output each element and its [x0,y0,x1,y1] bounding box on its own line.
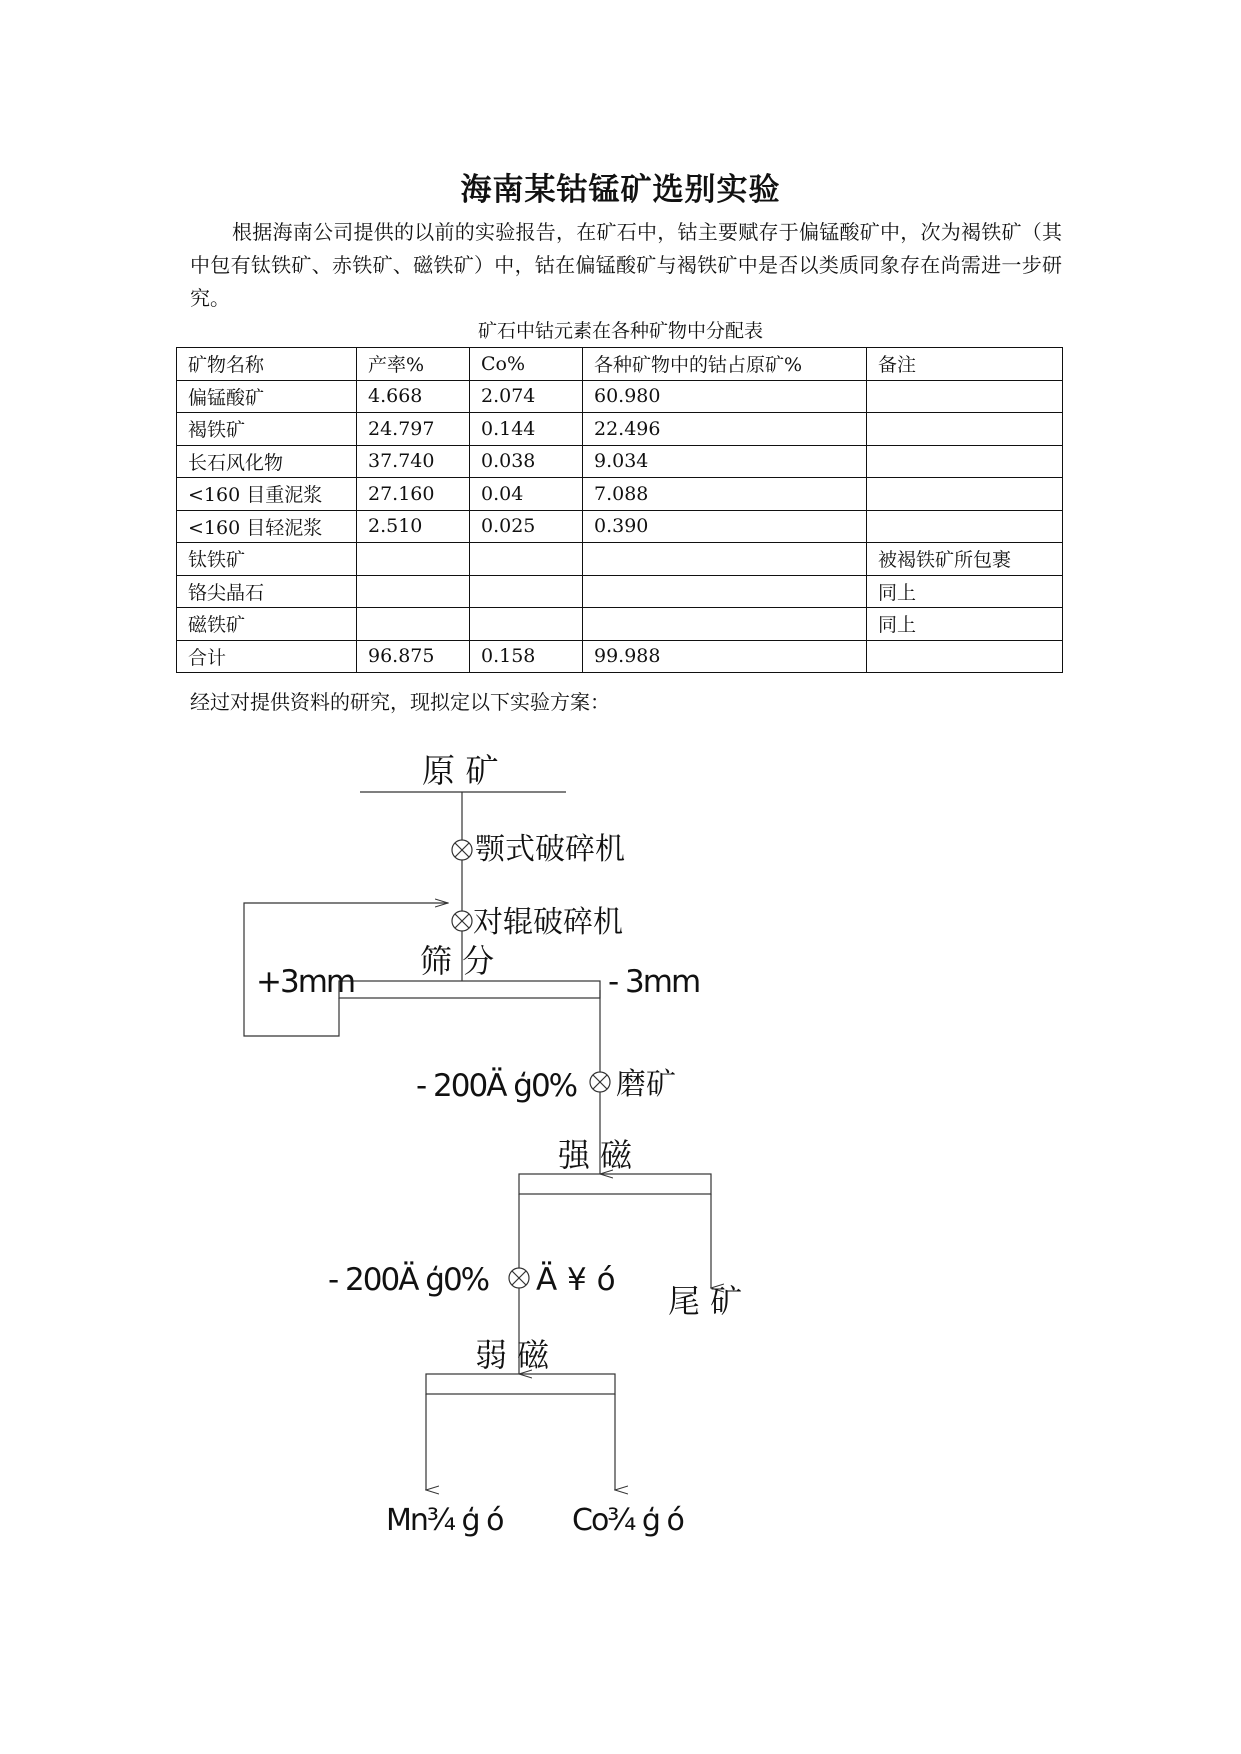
table-cell: 偏锰酸矿 [177,380,357,413]
table-cell: 0.390 [583,510,867,543]
table-cell: 27.160 [357,478,470,511]
table-cell: 0.038 [470,445,583,478]
minus-3mm-label: - 3mm [608,964,700,1000]
weak-magnetic-separator [426,1374,615,1394]
table-cell: 2.510 [357,510,470,543]
mn-concentrate-label: Mn¾ ģ ó [386,1503,503,1538]
table-cell: 各种矿物中的钴占原矿% [583,348,867,381]
co-concentrate-label: Co¾ ģ ó [572,1503,683,1538]
table-cell: 99.988 [583,640,867,673]
regrind-label: Ä ¥ ó [536,1262,616,1298]
table-cell: <160 目重泥浆 [177,478,357,511]
table-cell: 被褐铁矿所包裹 [867,543,1063,576]
roll-crusher-label: 对辊破碎机 [473,905,623,940]
grinding-label: 磨矿 [616,1067,676,1102]
table-cell: 长石风化物 [177,445,357,478]
regrind-spec-label: - 200Ä ģ0% [328,1262,489,1298]
table-cell: 96.875 [357,640,470,673]
table-cell: 0.04 [470,478,583,511]
weak-magnetic-label: 弱 磁 [475,1336,550,1374]
page-title: 海南某钴锰矿选别实验 [460,172,781,208]
table-cell: 60.980 [583,380,867,413]
tailings-label: 尾 矿 [668,1282,743,1320]
table-cell: 合计 [177,640,357,673]
strong-magnetic-separator [519,1174,711,1194]
roll-crusher-symbol [452,911,472,931]
table-cell: Co% [470,348,583,381]
table-cell: <160 目轻泥浆 [177,510,357,543]
table-cell: 备注 [867,348,1063,381]
plus-3mm-label: +3mm [256,964,355,1000]
table-cell: 磁铁矿 [177,608,357,641]
table-cell: 22.496 [583,413,867,446]
grinding-symbol [590,1072,610,1092]
table-cell: 同上 [867,575,1063,608]
table-cell: 24.797 [357,413,470,446]
grind-spec-label: - 200Ä ģ0% [416,1068,577,1104]
regrind-symbol [509,1268,529,1288]
table-cell: 0.025 [470,510,583,543]
screen-symbol [339,981,600,998]
table-cell: 4.668 [357,380,470,413]
table-cell: 褐铁矿 [177,413,357,446]
table-cell: 同上 [867,608,1063,641]
table-cell: 钛铁矿 [177,543,357,576]
table-cell: 7.088 [583,478,867,511]
table-cell: 37.740 [357,445,470,478]
table-cell: 产率% [357,348,470,381]
strong-magnetic-label: 强 磁 [558,1136,633,1174]
plan-intro-text: 经过对提供资料的研究，现拟定以下实验方案： [190,690,610,714]
screening-label: 筛 分 [420,942,495,980]
table-cell: 9.034 [583,445,867,478]
table-cell: 矿物名称 [177,348,357,381]
table-cell: 0.144 [470,413,583,446]
table-caption: 矿石中钴元素在各种矿物中分配表 [477,320,763,342]
jaw-crusher-symbol [452,840,472,860]
raw-ore-label: 原 矿 [422,751,499,790]
table-cell: 0.158 [470,640,583,673]
table-cell: 2.074 [470,380,583,413]
jaw-crusher-label: 颚式破碎机 [475,832,625,867]
intro-paragraph: 根据海南公司提供的以前的实验报告，在矿石中，钴主要赋存于偏锰酸矿中，次为褐铁矿（其中包有钛铁矿、赤铁矿、磁铁矿）中，钴在偏锰酸矿与褐铁矿中是否以类质同象存在尚需进一步研究。 [190,220,1062,310]
table-cell: 铬尖晶石 [177,575,357,608]
